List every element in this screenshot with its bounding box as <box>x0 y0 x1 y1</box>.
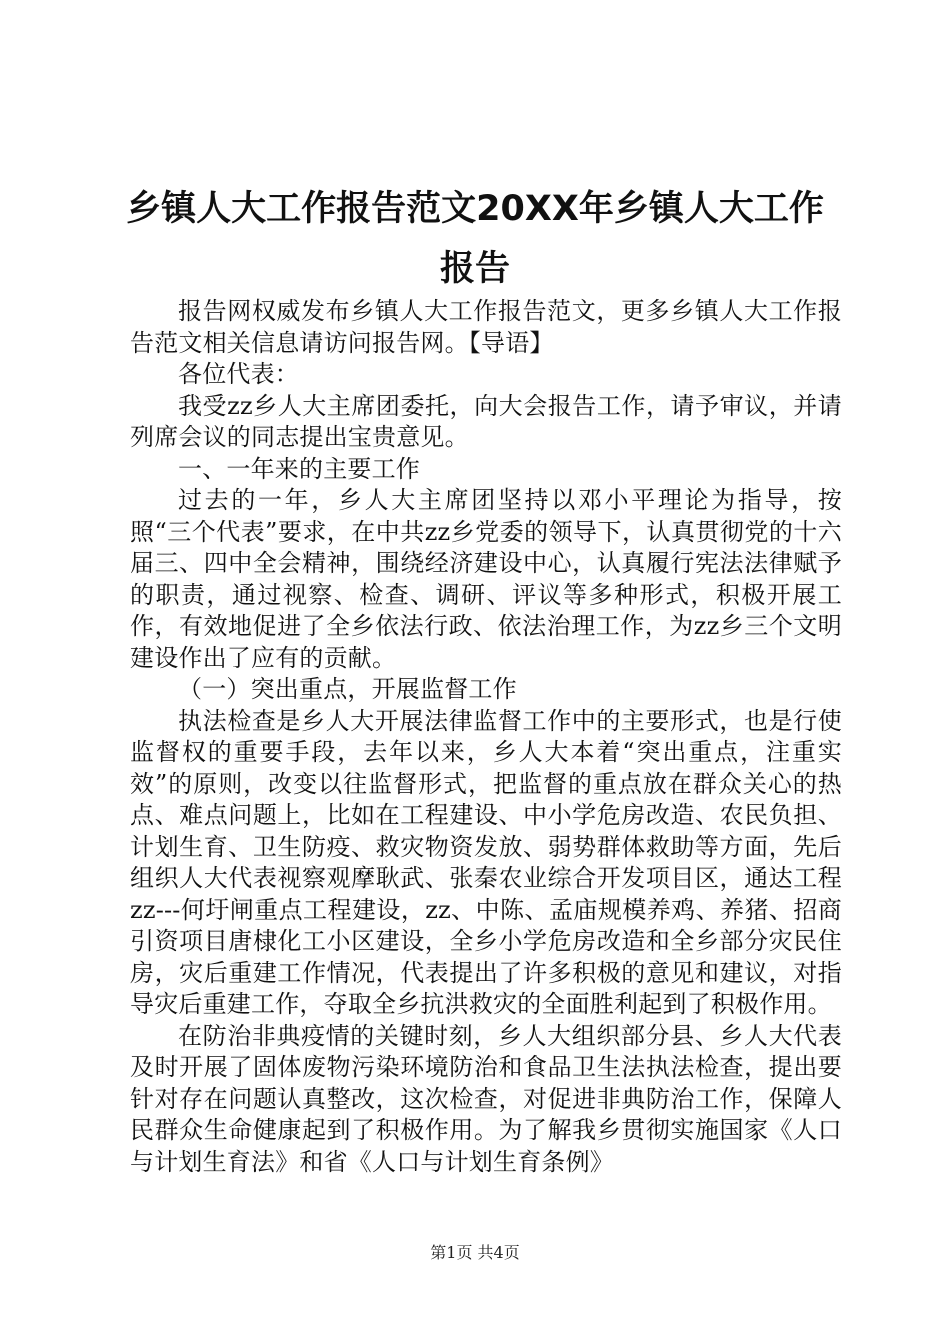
document-body <box>130 296 842 1178</box>
document-title-line-2: 报告 <box>439 249 510 289</box>
page-number-footer: 第1页 共4页 <box>430 1243 520 1262</box>
section-heading-1: 一、一年来的主要工作 <box>178 454 420 483</box>
paragraph-opening: 我受zz乡人大主席团委托，向大会报告工作，请予审议，并请列席会议的同志提出宝贵意见。 <box>130 391 842 451</box>
paragraph-summary: 过去的一年，乡人大主席团坚持以邓小平理论为指导，按照“三个代表”要求，在中共zz乡党委的领导下，认真贯彻党的十六届三、四中全会精神，围绕经济建设中心，认真履行宪法法律赋予的职责，通过视察、检查、调研、评议等多种形式，积极开展工作，有效地促进了全乡依法行政、依法治理工作，为zz乡三个文明建设作出了应有的贡献。 <box>130 486 842 672</box>
paragraph-inspection: 执法检查是乡人大开展法律监督工作中的主要形式，也是行使监督权的重要手段，去年以来，乡人大本着“突出重点，注重实效”的原则，改变以往监督形式，把监督的重点放在群众关心的热点、难点问题上，比如在工程建设、中小学危房改造、农民负担、计划生育、卫生防疫、救灾物资发放、弱势群体救助等方面，先后组织人大代表视察观摩耿武、张秦农业综合开发项目区，通达工程zz---何圩闸重点工程建设，zz、中陈、孟庙规模养鸡、养猪、招商引资项目唐棣化工小区建设，全乡小学危房改造和全乡部分灾民住房，灾后重建工作情况，代表提出了许多积极的意见和建议，对指导灾后重建工作，夺取全乡抗洪救灾的全面胜利起到了积极作用。 <box>130 706 842 1018</box>
paragraph-intro: 报告网权威发布乡镇人大工作报告范文，更多乡镇人大工作报告范文相关信息请访问报告网。【导语】 <box>130 297 842 357</box>
paragraph-salutation: 各位代表： <box>178 360 299 388</box>
document-title-line-1: 乡镇人大工作报告范文20XX年乡镇人大工作 <box>126 189 824 229</box>
paragraph-sars: 在防治非典疫情的关键时刻，乡人大组织部分县、乡人大代表及时开展了固体废物污染环境防治和食品卫生法执法检查，提出要针对存在问题认真整改，这次检查，对促进非典防治工作，保障人民群众生命健康起到了积极作用。为了解我乡贯彻实施国家《人口与计划生育法》和省《人口与计划生育条例》 <box>130 1021 842 1176</box>
subsection-heading-1: （一）突出重点，开展监督工作 <box>178 675 517 703</box>
